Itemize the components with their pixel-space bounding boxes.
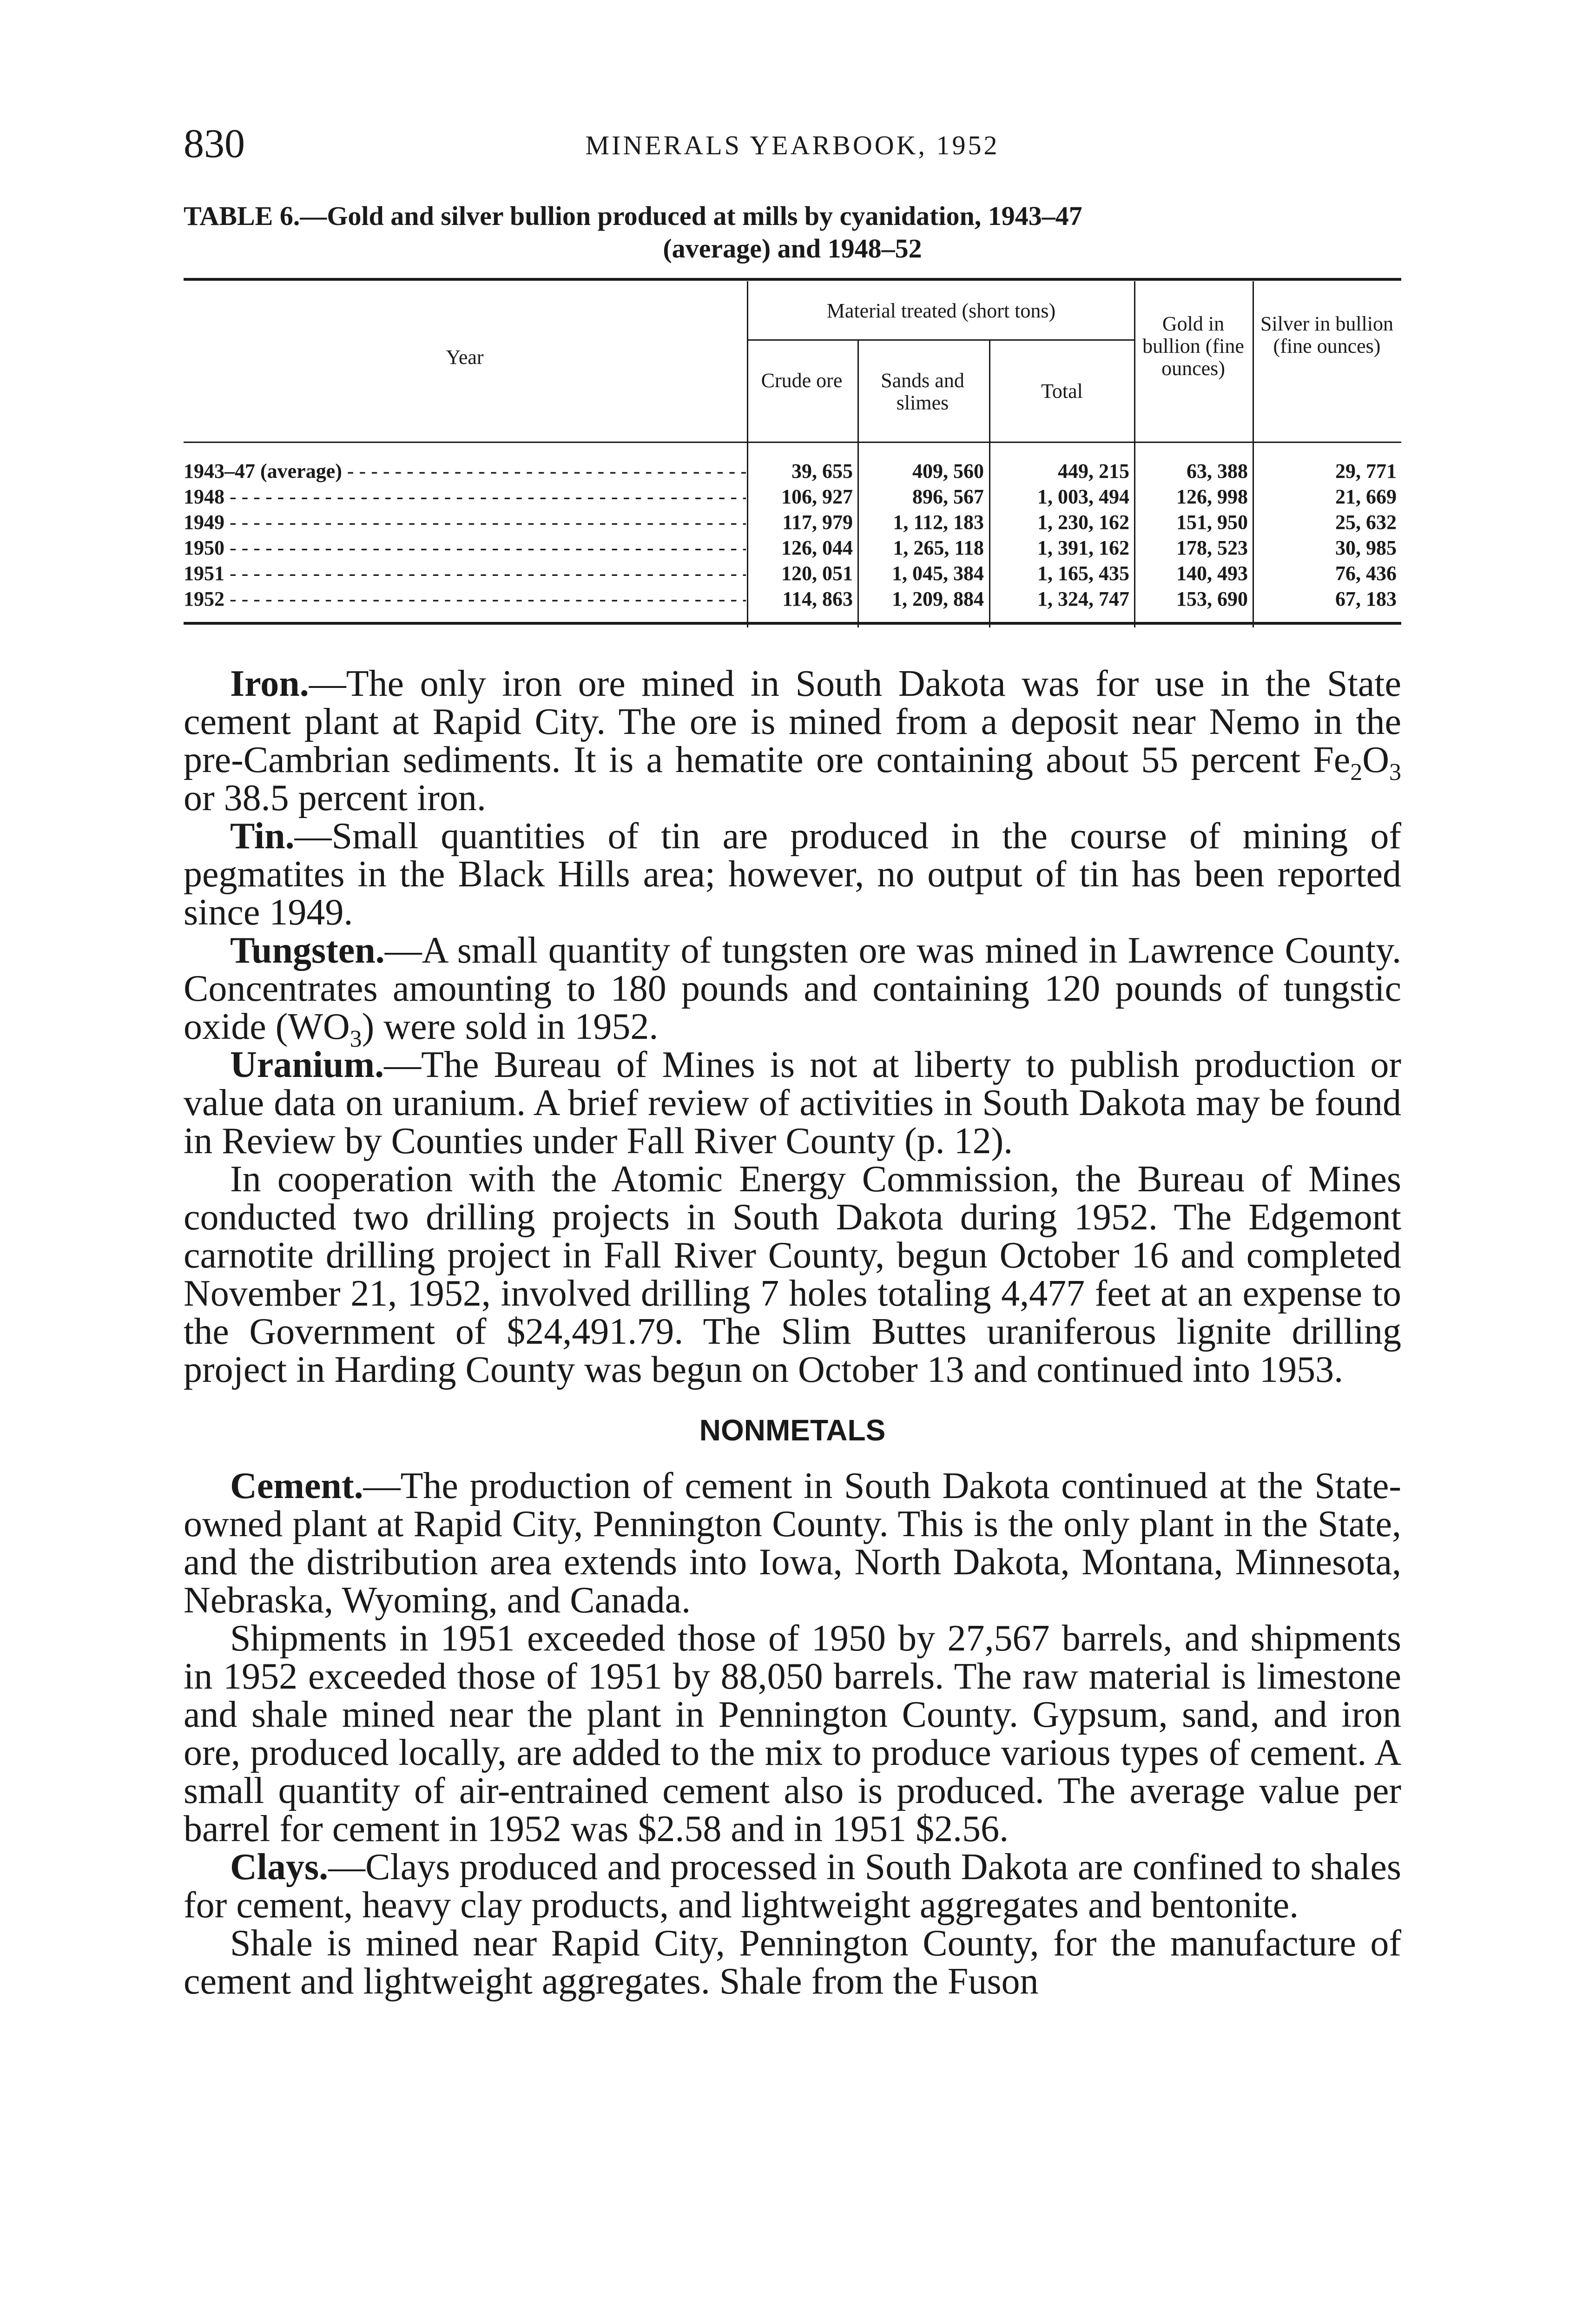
cell-gold: 63, 388 <box>1187 460 1248 482</box>
cell-silver: 25, 632 <box>1335 511 1397 534</box>
text: —A small quantity of tungsten ore was mined in Lawrence County. Concentrates amounting to 180 pounds and containing 120 pounds of tungstic oxide (WO <box>184 930 1401 1047</box>
lead-clays: Clays. <box>230 1847 329 1888</box>
paragraph-uranium <box>184 1046 1401 1160</box>
cell-gold: 151, 950 <box>1176 511 1248 534</box>
text: or 38.5 percent iron. <box>184 778 486 819</box>
cell-gold: 126, 998 <box>1176 485 1248 508</box>
table-row <box>184 537 1401 562</box>
cell-gold: 153, 690 <box>1176 588 1248 610</box>
table-title-line-2: (average) and 1948–52 <box>663 233 922 264</box>
cell-year: 1949 - - - <box>184 511 746 534</box>
table-row <box>184 511 1401 537</box>
cell-crude: 106, 927 <box>781 485 853 508</box>
page-number: 830 <box>184 121 245 166</box>
cell-sands: 1, 209, 884 <box>892 588 984 610</box>
table-title-line-1: TABLE 6.—Gold and silver bullion produced at mills by cyanidation, 1943–47 <box>184 201 1082 231</box>
page-header <box>184 119 1401 170</box>
table-title <box>184 200 1401 265</box>
col-divider <box>1134 442 1135 627</box>
text: —The production of cement in South Dakota continued at the State-owned plant at Rapid City, Pennington County. This is the only plant in the State, and the distribution area extends into Iowa, North Dakota, Montana, Minnesota, Nebraska, Wyoming, and Canada. <box>184 1466 1401 1621</box>
cell-sands: 1, 265, 118 <box>893 536 984 559</box>
paragraph-clays <box>184 1848 1401 1924</box>
cell-year: 1950 - - - <box>184 537 746 559</box>
cell-sands: 1, 112, 183 <box>893 511 984 534</box>
cell-crude: 117, 979 <box>782 511 853 534</box>
table-row <box>184 588 1401 614</box>
text: O <box>1362 739 1389 780</box>
subscript: 2 <box>1350 759 1363 786</box>
cell-silver: 76, 436 <box>1335 562 1397 585</box>
cell-year: 1951 - - - <box>184 562 746 585</box>
cell-silver: 21, 669 <box>1335 485 1397 508</box>
lead-tin: Tin. <box>230 816 295 857</box>
col-divider <box>1253 281 1254 442</box>
cell-crude: 120, 051 <box>781 562 853 585</box>
body-text <box>184 665 1401 2000</box>
cell-silver: 67, 183 <box>1335 588 1397 610</box>
running-head: MINERALS YEARBOOK, 1952 <box>585 130 1000 160</box>
header-crude-ore: Crude ore <box>761 369 843 392</box>
lead-uranium: Uranium. <box>230 1044 384 1085</box>
text: —The only iron ore mined in South Dakota was for use in the State cement plant at Rapid City. The ore is mined from a deposit near Nemo in the pre-Cambrian sediments. It is a hematite ore containing about 55 percent Fe <box>184 663 1401 780</box>
cell-total: 1, 165, 435 <box>1037 562 1129 585</box>
cell-sands: 896, 567 <box>912 485 984 508</box>
cell-year: 1948 - - - <box>184 486 746 508</box>
cell-sands: 409, 560 <box>912 460 984 482</box>
cell-total: 1, 324, 747 <box>1037 588 1129 610</box>
text: —Clays produced and processed in South Dakota are confined to shales for cement, heavy clay products, and lightweight aggregates and bentonite. <box>184 1847 1401 1926</box>
text: —The Bureau of Mines is not at liberty to publish production or value data on uranium. A brief review of activities in South Dakota may be found in Review by Counties under Fall River County (p. 12). <box>184 1044 1401 1162</box>
cell-gold: 178, 523 <box>1176 536 1248 559</box>
header-year: Year <box>446 346 484 369</box>
col-divider <box>989 442 990 627</box>
cell-total: 1, 230, 162 <box>1037 511 1129 534</box>
lead-tungsten: Tungsten. <box>230 930 385 971</box>
header-material-group: Material treated (short tons) <box>826 299 1056 322</box>
cell-gold: 140, 493 <box>1176 562 1248 585</box>
header-bottom-rule <box>184 442 1401 443</box>
cell-year: 1952 - - - <box>184 588 746 610</box>
col-divider <box>747 442 748 627</box>
paragraph-cement <box>184 1467 1401 1619</box>
paragraph-shale: Shale is mined near Rapid City, Pennington County, for the manufacture of cement and lightweight aggregates. Shale from the Fuson <box>184 1923 1401 2002</box>
paragraph-tin <box>184 817 1401 931</box>
cell-total: 1, 003, 494 <box>1037 485 1129 508</box>
paragraph-shipments: Shipments in 1951 exceeded those of 1950 by 27,567 barrels, and shipments in 1952 exceeded those of 1951 by 88,050 barrels. The raw material is limestone and shale mined near the plant in Pennington County. Gypsum, sand, and iron ore, produced locally, are added to the mix to produce various types of cement. A small quantity of air-entrained cement also is produced. The average value per barrel for cement in 1952 was $2.58 and in 1951 $2.56. <box>184 1618 1401 1849</box>
text: ) were sold in 1952. <box>362 1006 659 1047</box>
header-total: Total <box>1041 380 1083 403</box>
table-row <box>184 460 1401 486</box>
table-row <box>184 562 1401 588</box>
text: —Small quantities of tin are produced in the course of mining of pegmatites in the Black Hills area; however, no output of tin has been reported since 1949. <box>184 816 1401 933</box>
table-top-rule <box>184 278 1401 281</box>
subscript: 3 <box>349 1026 362 1052</box>
lead-iron: Iron. <box>230 663 309 704</box>
header-silver: Silver in bullion (fine ounces) <box>1260 312 1393 357</box>
paragraph-tungsten <box>184 930 1401 1052</box>
cell-crude: 39, 655 <box>791 460 853 482</box>
cell-sands: 1, 045, 384 <box>892 562 984 585</box>
table-bottom-rule <box>184 622 1401 625</box>
subscript: 3 <box>1389 759 1401 786</box>
cell-crude: 126, 044 <box>781 536 853 559</box>
section-heading-nonmetals: NONMETALS <box>699 1413 886 1447</box>
col-divider <box>989 341 990 442</box>
col-divider <box>857 341 859 442</box>
lead-cement: Cement. <box>230 1466 363 1506</box>
group-underline <box>748 339 1134 341</box>
header-sands-slimes: Sands and slimes <box>881 369 964 414</box>
paragraph-iron <box>184 665 1401 817</box>
cell-crude: 114, 863 <box>782 588 853 610</box>
col-divider <box>1134 281 1135 442</box>
col-divider <box>1253 442 1254 627</box>
col-divider <box>857 442 859 627</box>
cell-total: 449, 215 <box>1058 460 1129 482</box>
cell-year: 1943–47 (average) - - - <box>184 460 746 482</box>
paragraph-cooperation: In cooperation with the Atomic Energy Commission, the Bureau of Mines conducted two drilling projects in South Dakota during 1952. The Edgemont carnotite drilling project in Fall River County, begun October 16 and completed November 21, 1952, involved drilling 7 holes totaling 4,477 feet at an expense to the Government of $24,491.79. The Slim Buttes uraniferous lignite drilling project in Harding County was begun on October 13 and continued into 1953. <box>184 1159 1401 1390</box>
cell-silver: 30, 985 <box>1335 536 1397 559</box>
cell-total: 1, 391, 162 <box>1037 536 1129 559</box>
table-row <box>184 486 1401 511</box>
cell-silver: 29, 771 <box>1335 460 1397 482</box>
header-gold: Gold in bullion (fine ounces) <box>1142 312 1244 380</box>
